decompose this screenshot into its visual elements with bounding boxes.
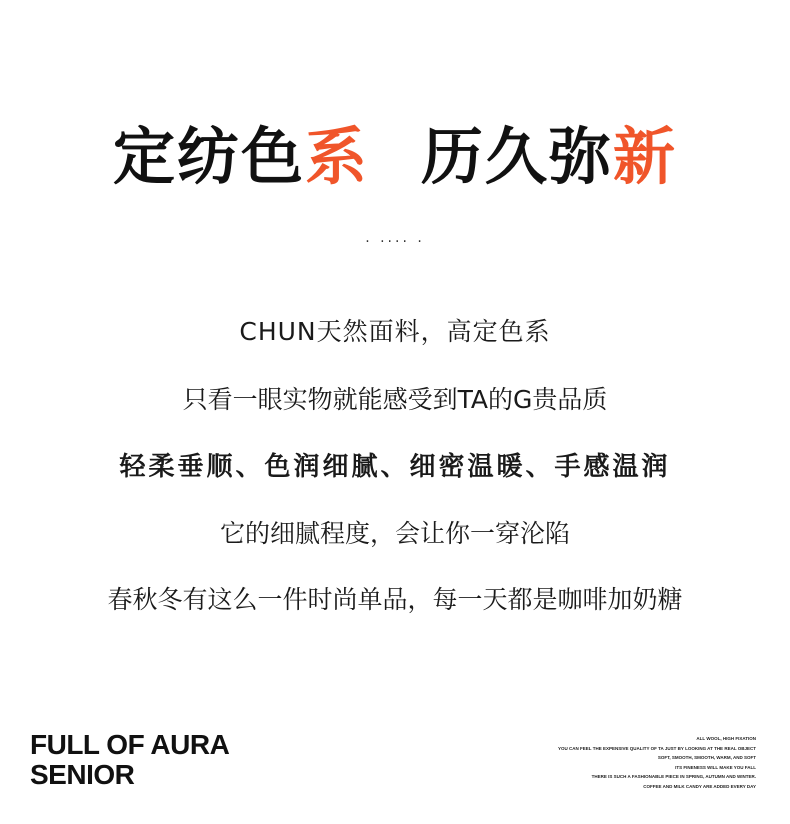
headline-part2-accent: 新 xyxy=(613,120,678,193)
body-line-2: 只看一眼实物就能感受到TA的G贵品质 xyxy=(182,385,608,414)
brand-block xyxy=(30,730,229,790)
headline-part2: 历久弥 xyxy=(421,120,614,193)
body-line-5: 春秋冬有这么一件时尚单品，每一天都是咖啡加奶糖 xyxy=(107,585,683,614)
brand-line-2: SENIOR xyxy=(30,759,135,790)
smallprint-line-5: THERE IS SUCH A FASHIONABLE PIECE IN SPRING, AUTUMN AND WINTER. xyxy=(591,774,756,779)
headline-part1-accent: 系 xyxy=(304,120,369,193)
english-smallprint xyxy=(496,734,756,791)
body-line-4: 它的细腻程度，会让你一穿沦陷 xyxy=(219,519,570,548)
headline-part1: 定纺色 xyxy=(112,120,305,193)
smallprint-line-1: ALL WOOL, HIGH FIXATION xyxy=(696,736,756,741)
smallprint-line-4: ITS FINENESS WILL MAKE YOU FALL xyxy=(675,764,756,770)
dot-divider: . .... . xyxy=(365,230,425,246)
body-line-3: 轻柔垂顺、色润细腻、细密温暖、手感温润 xyxy=(119,452,671,482)
smallprint-line-2: YOU CAN FEEL THE EXPENSIVE QUALITY OF TA JUST BY LOOKING AT THE REAL OBJECT xyxy=(558,745,756,751)
smallprint-line-3: SOFT, SMOOTH, SMOOTH, WARM, AND SOFT xyxy=(657,755,756,760)
body-line-1: CHUN天然面料，高定色系 xyxy=(239,317,551,346)
headline xyxy=(0,122,790,192)
brand-line-1: FULL OF AURA xyxy=(30,729,230,760)
smallprint-line-6: COFFEE AND MILK CANDY ARE ADDED EVERY DAY xyxy=(643,783,756,789)
